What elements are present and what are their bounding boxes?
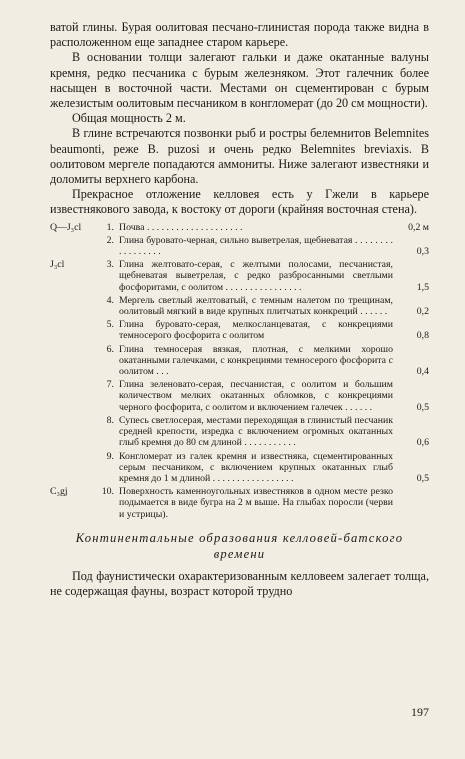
stratigraphic-index: Q—J₃cl (50, 221, 82, 233)
stratigraphic-index: J₃cl (50, 259, 65, 271)
page-number: 197 (411, 705, 429, 719)
stratigraphic-index: C₃gj (50, 486, 68, 498)
layer-description: Глина зеленовато-серая, песчанистая, с оолитом и большим количеством мелких окатанных обломков, с конкрециями черного фосфорита, с оолитом и включением галечек . . . . . . (119, 379, 393, 413)
paragraph-1: ватой глины. Бурая оолитовая песчано-глинистая порода также видна в расположенном еще западнее старом карьере. (50, 20, 429, 50)
stratigraphic-index (50, 319, 92, 341)
paragraph-3: Общая мощность 2 м. (72, 111, 186, 126)
stratigraphic-index (50, 235, 92, 257)
layer-number: 6. (106, 343, 114, 355)
stratigraphic-index (50, 344, 92, 378)
stratigraphic-index (50, 295, 92, 317)
paragraph-5: Прекрасное отложение келловея есть у Гжели в карьере известнякового завода, к востоку от дороги (крайняя восточная стена). (50, 187, 429, 217)
layer-thickness: 0,2 м (408, 221, 429, 233)
layer-description: Поверхность каменноугольных известняков в одном месте резко подымается в виде бугра на 2 м выше. На глыбах поросли (черви и устрицы). (119, 486, 393, 520)
section-row (50, 319, 429, 341)
layer-thickness: 0,5 (416, 472, 429, 484)
layer-number: 7. (106, 379, 114, 391)
layer-thickness: 0,6 (416, 437, 429, 449)
stratigraphic-index (50, 379, 92, 413)
section-row (50, 344, 429, 378)
layer-number: 1. (106, 221, 114, 233)
stratigraphic-section (50, 222, 429, 520)
layer-description: Глина темносерая вязкая, плотная, с мелкими хорошо окатанными галечками, с конкрециями темносерого фосфорита с оолитом . . . (119, 343, 393, 378)
layer-thickness: 0,4 (416, 366, 429, 378)
layer-description: Глина буровато-серая, мелкосланцеватая, с конкрециями темносерого фосфорита с оолитом (119, 319, 393, 342)
stratigraphic-index (50, 415, 92, 449)
layer-description: Мергель светлый желтоватый, с темным налетом по трещинам, оолитовый мягкий в виде крупных плитчатых конкреций . . . . . . (119, 294, 393, 318)
paragraph-2: В основании толщи залегают гальки и даже окатанные валуны кремня, редко песчаника с бурым железняком. Этот галечник более насыщен в восточной части. Местами он сцементирован с бурым железистым оолитовым песчаником в конгломерат (до 20 см мощности). (50, 50, 429, 111)
layer-number: 9. (106, 450, 114, 462)
section-row (50, 486, 429, 520)
paragraph-6: Под фаунистически охарактеризованным келловеем залегает толща, не содержащая фауны, возраст которой трудно (50, 568, 429, 598)
section-row (50, 259, 429, 293)
stratigraphic-index (50, 451, 92, 485)
layer-description: Глина буровато-черная, сильно выветрелая, щебневатая . . . . . . . . . . . . . . . . . (119, 234, 393, 258)
layer-description: Глина желтовато-серая, с желтыми полосами, песчанистая, щебневатая выветрелая, с редко разбросанными светлыми фосфоритами, с оолитом . . . . . . . . . . . . . . . . (119, 259, 393, 293)
section-row (50, 222, 429, 233)
layer-thickness: 0,5 (416, 401, 429, 413)
paragraph-4: В глине встречаются позвонки рыб и ростры белемнитов Belemnites beaumonti, реже B. puzosi и очень редко Belemnites breviaxis. В оолитовом мергеле попадаются аммониты. Ниже залегают известняки и доломиты верхнего карбона. (50, 126, 429, 187)
layer-description: Конгломерат из галек кремня и известняка, сцементированных серым песчаником, с включением крупных окатанных глыб кремня до 1 м длиной . . . . . . . . . . . . . . . . . (119, 450, 393, 484)
layer-number: 5. (106, 319, 114, 331)
layer-thickness: 0,3 (416, 246, 429, 258)
layer-number: 2. (106, 234, 114, 246)
layer-thickness: 1,5 (416, 281, 429, 293)
section-row (50, 415, 429, 449)
section-row (50, 295, 429, 317)
layer-thickness: 0,8 (416, 330, 429, 342)
layer-description: Супесь светлосерая, местами переходящая в глинистый песчаник средней крепости, изредка с включением огромных окатанных глыб кремня до 80 см длиной . . . . . . . . . . . (119, 414, 393, 449)
layer-number: 10. (101, 486, 114, 498)
layer-number: 4. (106, 294, 114, 306)
layer-thickness: 0,2 (416, 306, 429, 318)
layer-description: Почва . . . . . . . . . . . . . . . . . . . . (119, 221, 243, 233)
section-row (50, 379, 429, 413)
section-row (50, 451, 429, 485)
layer-number: 3. (106, 259, 114, 271)
section-heading: Континентальные образования келловей-батского времени (75, 530, 404, 561)
section-row (50, 235, 429, 257)
layer-number: 8. (106, 414, 114, 426)
